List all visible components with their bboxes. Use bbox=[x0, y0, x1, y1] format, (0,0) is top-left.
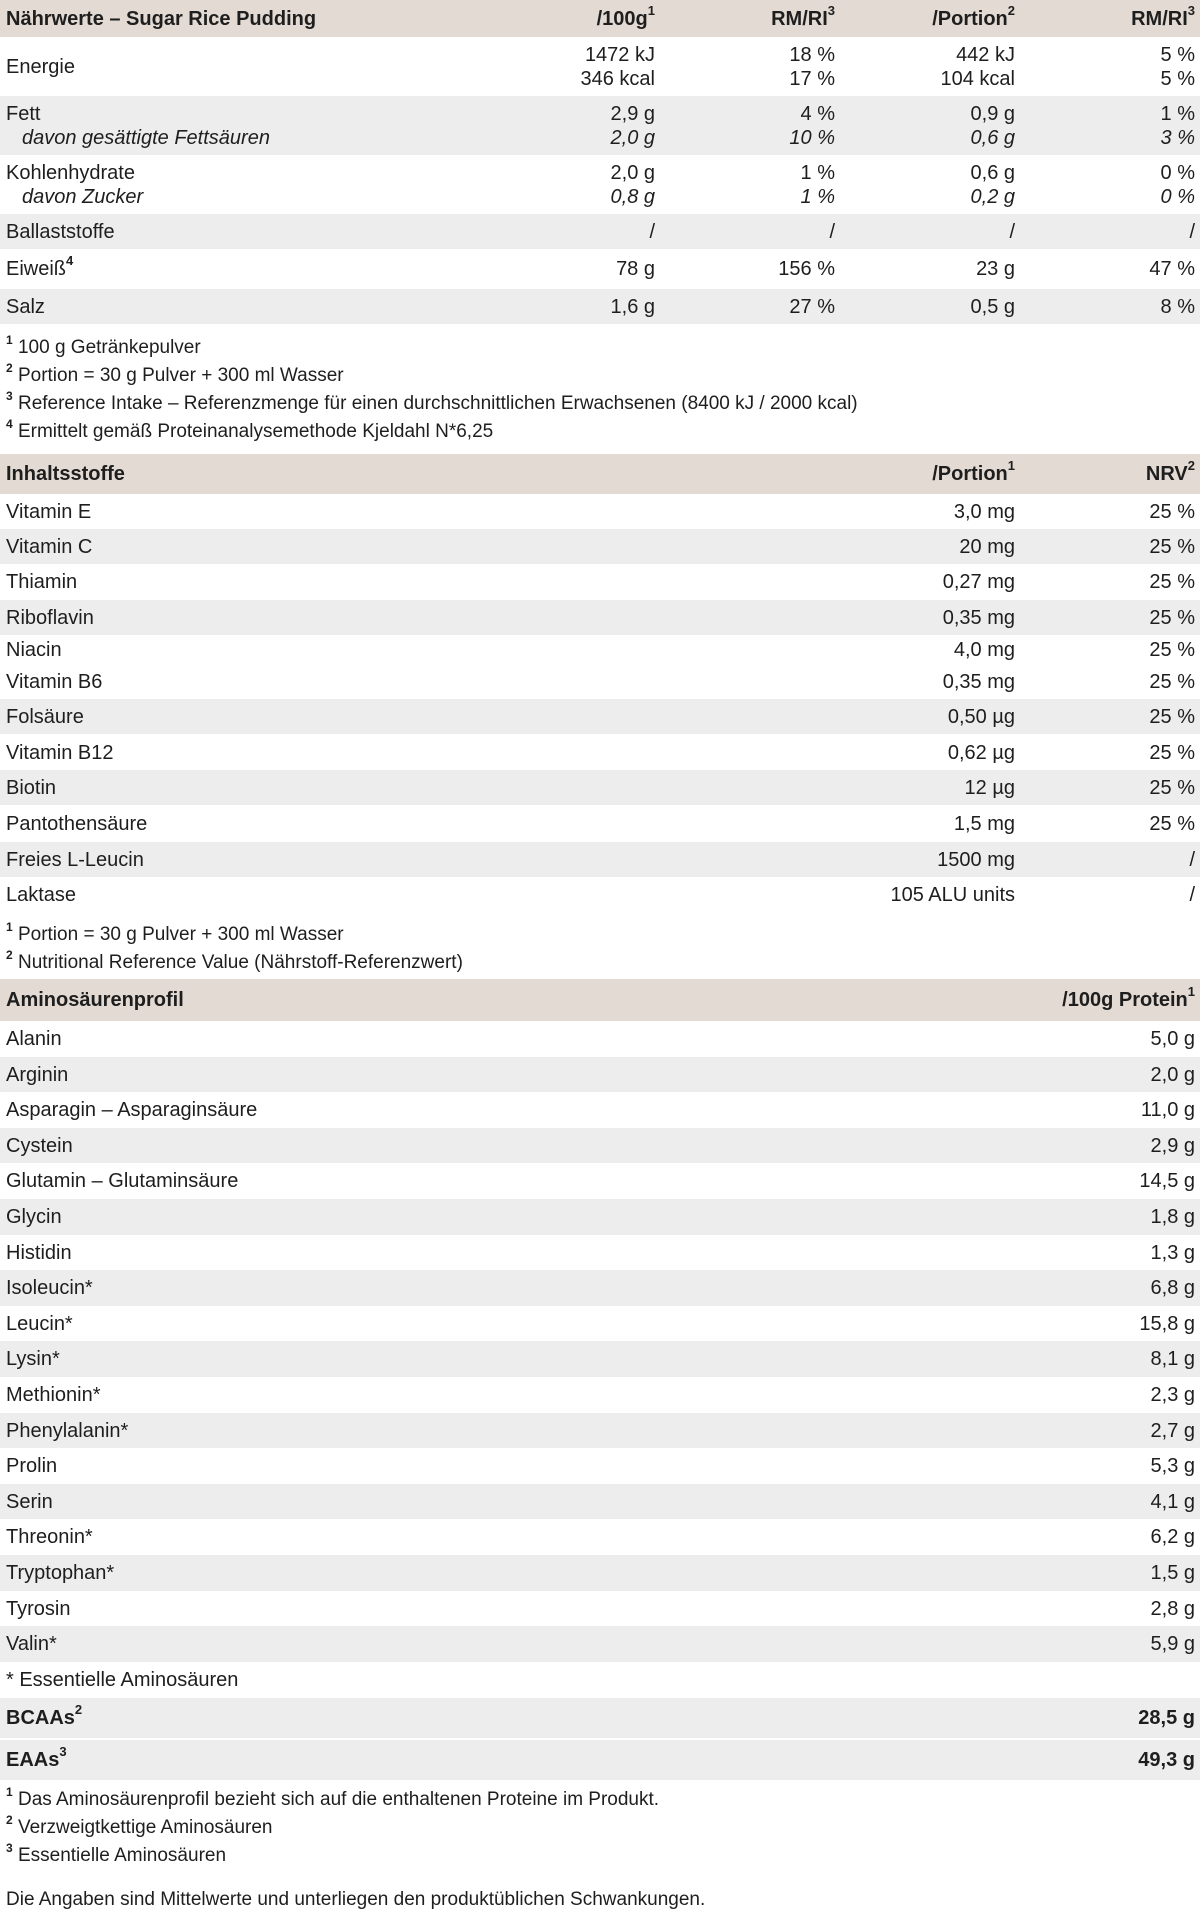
amino-value: 4,1 g bbox=[1150, 1490, 1195, 1513]
protein-label: Eiweiß$^4$ bbox=[6, 253, 74, 280]
ingredient-per-portion: 4,0 mg bbox=[953, 638, 1015, 661]
amino-name: Isoleucin* bbox=[6, 1277, 93, 1299]
carbs-rmri-portion: 0 % 0 % bbox=[1160, 161, 1195, 208]
amino-row bbox=[0, 1413, 1200, 1448]
ingredient-nrv: 25 % bbox=[1149, 812, 1195, 835]
ingredient-row bbox=[0, 770, 1200, 805]
amino-value: 2,7 g bbox=[1150, 1419, 1195, 1442]
amino-row bbox=[0, 1021, 1200, 1057]
amino-row bbox=[0, 1591, 1200, 1626]
protein-100g: 78 g bbox=[616, 258, 655, 280]
fat-row bbox=[0, 96, 1200, 155]
eaa-label: EAAs$^3$ bbox=[6, 1744, 67, 1771]
fat-100g: 2,9 g 2,0 g bbox=[610, 102, 655, 149]
ingredient-name: Thiamin bbox=[6, 570, 78, 593]
carbs-label: Kohlenhydrate davon Zucker bbox=[6, 161, 144, 208]
ingredient-row bbox=[0, 877, 1200, 913]
fat-rmri-portion: 1 % 3 % bbox=[1160, 102, 1195, 149]
ingredient-name: Vitamin E bbox=[6, 500, 92, 523]
amino-name: Leucin* bbox=[6, 1312, 73, 1335]
energy-row bbox=[0, 37, 1200, 96]
amino-footnote: $^3$ Essentielle Aminosäuren bbox=[6, 1840, 227, 1866]
amino-footnote: $^1$ Das Aminosäurenprofil bezieht sich auf die enthaltenen Proteine im Produkt. bbox=[6, 1784, 660, 1810]
amino-row bbox=[0, 1128, 1200, 1163]
amino-value: 14,5 g bbox=[1139, 1170, 1195, 1192]
essential-note-row bbox=[0, 1662, 1200, 1698]
amino-value: 15,8 g bbox=[1139, 1312, 1195, 1335]
ingredient-row bbox=[0, 635, 1200, 664]
protein-rmri-100g: 156 % bbox=[778, 258, 835, 280]
ingredient-row bbox=[0, 735, 1200, 770]
ingredient-name: Vitamin B12 bbox=[6, 741, 114, 764]
amino-value: 2,8 g bbox=[1150, 1597, 1195, 1620]
salt-rmri-portion: 8 % bbox=[1160, 295, 1195, 318]
ingredient-per-portion: 1500 mg bbox=[937, 848, 1015, 871]
fibre-rmri-100g: / bbox=[829, 220, 835, 243]
amino-value: 5,3 g bbox=[1150, 1455, 1195, 1477]
amino-header-row bbox=[0, 979, 1200, 1021]
salt-rmri-100g: 27 % bbox=[789, 295, 835, 318]
ingredient-per-portion: 0,62 µg bbox=[947, 741, 1015, 764]
essential-note: * Essentielle Aminosäuren bbox=[6, 1669, 239, 1691]
amino-name: Threonin* bbox=[6, 1526, 93, 1548]
ingredient-nrv: 25 % bbox=[1149, 638, 1195, 661]
nutrition-footnote: $^1$ 100 g Getränkepulver bbox=[6, 332, 201, 358]
ingredient-name: Pantothensäure bbox=[6, 812, 148, 835]
amino-title: Aminosäurenprofil bbox=[6, 989, 184, 1011]
amino-name: Asparagin – Asparaginsäure bbox=[6, 1099, 258, 1121]
ingredients-footnote: $^1$ Portion = 30 g Pulver + 300 ml Wasser bbox=[6, 919, 344, 945]
col-rmri-portion: $RM/RI^3$ bbox=[1131, 2, 1195, 30]
nutrition-footnote: $^3$ Reference Intake – Referenzmenge für einen durchschnittlichen Erwachsenen (8400 kJ / 2000 kcal) bbox=[6, 388, 858, 414]
bcaa-row bbox=[0, 1698, 1200, 1738]
amino-name: Tyrosin bbox=[6, 1597, 71, 1620]
ingredients-header-row bbox=[0, 454, 1200, 494]
nutrition-title: Nährwerte – Sugar Rice Pudding bbox=[6, 7, 317, 30]
amino-row bbox=[0, 1448, 1200, 1484]
ingredient-per-portion: 0,50 µg bbox=[947, 705, 1015, 728]
amino-row bbox=[0, 1377, 1200, 1413]
amino-name: Methionin* bbox=[6, 1384, 101, 1406]
ingredient-nrv: / bbox=[1189, 848, 1195, 871]
ingredient-row bbox=[0, 664, 1200, 699]
amino-row bbox=[0, 1626, 1200, 1662]
protein-rmri-portion: 47 % bbox=[1149, 258, 1195, 280]
amino-name: Lysin* bbox=[6, 1348, 60, 1370]
energy-100g: 1472 kJ 346 kcal bbox=[580, 43, 655, 90]
amino-name: Histidin bbox=[6, 1241, 72, 1264]
energy-rmri-100g: 18 % 17 % bbox=[789, 43, 835, 90]
ingredient-row bbox=[0, 529, 1200, 564]
amino-row bbox=[0, 1235, 1200, 1270]
protein-portion: 23 g bbox=[976, 258, 1015, 280]
ingredient-name: Laktase bbox=[6, 884, 77, 906]
amino-row bbox=[0, 1555, 1200, 1591]
ingredient-row bbox=[0, 842, 1200, 877]
ingredient-name: Riboflavin bbox=[6, 606, 94, 629]
col-rmri-100g: $RM/RI^3$ bbox=[771, 2, 835, 30]
amino-value: 1,5 g bbox=[1150, 1562, 1195, 1584]
ingredient-nrv: 25 % bbox=[1149, 535, 1195, 558]
energy-rmri-portion: 5 % 5 % bbox=[1160, 43, 1195, 90]
ingredient-nrv: / bbox=[1189, 884, 1195, 906]
col-per-portion: /Portion$^2$ bbox=[932, 2, 1015, 30]
amino-value: 8,1 g bbox=[1150, 1348, 1195, 1370]
ingredient-per-portion: 0,35 mg bbox=[942, 670, 1015, 693]
ingredient-name: Niacin bbox=[6, 638, 62, 661]
ingredient-per-portion: 20 mg bbox=[959, 535, 1015, 558]
amino-name: Arginin bbox=[6, 1063, 69, 1086]
amino-footnote: $^2$ Verzweigtkettige Aminosäuren bbox=[6, 1812, 273, 1838]
fibre-portion: / bbox=[1009, 220, 1015, 243]
ingredient-row bbox=[0, 600, 1200, 635]
amino-value: 1,3 g bbox=[1150, 1241, 1195, 1264]
fibre-rmri-portion: / bbox=[1189, 220, 1195, 243]
amino-row bbox=[0, 1306, 1200, 1341]
bcaa-label: BCAAs$^2$ bbox=[6, 1702, 83, 1729]
col-per-100g-protein: /100g Protein$^1$ bbox=[1062, 984, 1195, 1011]
fibre-row bbox=[0, 214, 1200, 249]
amino-name: Valin* bbox=[6, 1633, 57, 1655]
ingredients-footnote: $^2$ Nutritional Reference Value (Nährstoff-Referenzwert) bbox=[6, 947, 463, 973]
ingredient-name: Vitamin B6 bbox=[6, 670, 103, 693]
carbs-row bbox=[0, 155, 1200, 214]
salt-label: Salz bbox=[6, 295, 45, 318]
eaa-row bbox=[0, 1740, 1200, 1780]
amino-value: 6,8 g bbox=[1150, 1277, 1195, 1299]
amino-row bbox=[0, 1199, 1200, 1235]
amino-row bbox=[0, 1163, 1200, 1199]
amino-value: 5,0 g bbox=[1150, 1028, 1195, 1050]
bcaa-value: 28,5 g bbox=[1138, 1707, 1195, 1729]
ingredient-nrv: 25 % bbox=[1149, 670, 1195, 693]
amino-value: 5,9 g bbox=[1150, 1633, 1195, 1655]
ingredient-per-portion: 0,27 mg bbox=[942, 570, 1015, 593]
carbs-portion: 0,6 g 0,2 g bbox=[970, 161, 1015, 208]
col-per-100g: $/100g^1$ bbox=[596, 2, 655, 30]
amino-name: Glycin bbox=[6, 1206, 62, 1228]
ingredient-per-portion: 12 µg bbox=[964, 776, 1015, 799]
amino-row bbox=[0, 1519, 1200, 1555]
ingredient-nrv: 25 % bbox=[1149, 570, 1195, 593]
fat-rmri-100g: 4 % 10 % bbox=[789, 102, 835, 149]
fat-portion: 0,9 g 0,6 g bbox=[970, 102, 1015, 149]
amino-value: 2,3 g bbox=[1150, 1384, 1195, 1406]
amino-name: Serin bbox=[6, 1490, 53, 1513]
amino-value: 1,8 g bbox=[1150, 1206, 1195, 1228]
fat-label: Fett davon gesättigte Fettsäuren bbox=[6, 102, 270, 149]
amino-value: 2,0 g bbox=[1150, 1063, 1195, 1086]
ingredients-title: Inhaltsstoffe bbox=[6, 463, 125, 485]
ingredient-row bbox=[0, 699, 1200, 734]
disclaimer: Die Angaben sind Mittelwerte und unterliegen den produktüblichen Schwankungen. bbox=[6, 1889, 706, 1910]
protein-row bbox=[0, 249, 1200, 289]
salt-100g: 1,6 g bbox=[610, 295, 655, 318]
ingredient-per-portion: 0,35 mg bbox=[942, 606, 1015, 629]
ingredient-per-portion: 105 ALU units bbox=[890, 884, 1015, 906]
ingredient-row bbox=[0, 564, 1200, 599]
amino-name: Alanin bbox=[6, 1028, 62, 1050]
col-per-portion: /Portion$^1$ bbox=[932, 458, 1015, 485]
energy-portion: 442 kJ 104 kcal bbox=[940, 43, 1015, 90]
ingredient-row bbox=[0, 806, 1200, 841]
ingredient-nrv: 25 % bbox=[1149, 705, 1195, 728]
fibre-100g: / bbox=[649, 220, 655, 243]
ingredient-name: Vitamin C bbox=[6, 535, 93, 558]
eaa-value: 49,3 g bbox=[1138, 1749, 1195, 1771]
ingredient-nrv: 25 % bbox=[1149, 606, 1195, 629]
carbs-rmri-100g: 1 % 1 % bbox=[800, 161, 835, 208]
fibre-label: Ballaststoffe bbox=[6, 220, 115, 243]
amino-row bbox=[0, 1092, 1200, 1128]
nutrition-footnote: $^4$ Ermittelt gemäß Proteinanalysemethode Kjeldahl N*6,25 bbox=[6, 416, 494, 442]
nutrition-footnote: $^2$ Portion = 30 g Pulver + 300 ml Wasser bbox=[6, 360, 344, 386]
amino-value: 2,9 g bbox=[1150, 1134, 1195, 1157]
energy-label: Energie bbox=[6, 55, 75, 78]
amino-row bbox=[0, 1484, 1200, 1519]
amino-name: Prolin bbox=[6, 1455, 58, 1477]
amino-row bbox=[0, 1341, 1200, 1377]
salt-portion: 0,5 g bbox=[970, 295, 1015, 318]
ingredient-nrv: 25 % bbox=[1149, 741, 1195, 764]
ingredient-name: Freies L-Leucin bbox=[6, 848, 144, 871]
ingredient-per-portion: 1,5 mg bbox=[953, 812, 1015, 835]
amino-name: Glutamin – Glutaminsäure bbox=[6, 1170, 239, 1192]
amino-name: Phenylalanin* bbox=[6, 1419, 129, 1442]
amino-value: 6,2 g bbox=[1150, 1526, 1195, 1548]
ingredient-row bbox=[0, 494, 1200, 529]
ingredient-per-portion: 3,0 mg bbox=[953, 500, 1015, 523]
ingredient-name: Biotin bbox=[6, 776, 57, 799]
amino-name: Tryptophan* bbox=[6, 1562, 115, 1584]
amino-row bbox=[0, 1270, 1200, 1306]
ingredient-nrv: 25 % bbox=[1149, 500, 1195, 523]
amino-value: 11,0 g bbox=[1140, 1099, 1195, 1121]
amino-row bbox=[0, 1057, 1200, 1092]
amino-name: Cystein bbox=[6, 1134, 73, 1157]
salt-row bbox=[0, 289, 1200, 324]
ingredient-nrv: 25 % bbox=[1149, 776, 1195, 799]
ingredient-name: Folsäure bbox=[6, 705, 84, 728]
col-nrv: NRV$^2$ bbox=[1145, 458, 1195, 485]
carbs-100g: 2,0 g 0,8 g bbox=[610, 161, 655, 208]
nutrition-header-row bbox=[0, 0, 1200, 37]
